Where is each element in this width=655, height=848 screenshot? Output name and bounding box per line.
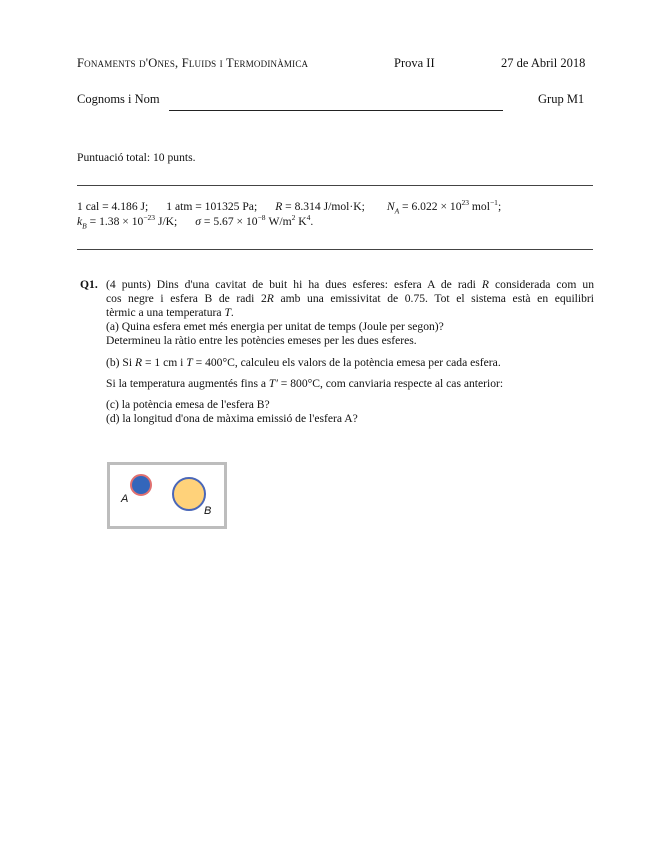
const-kB-exp: −23: [143, 213, 156, 223]
name-input-line[interactable]: [169, 110, 503, 111]
sym-R-q2: R: [266, 292, 274, 305]
spheres-figure: [107, 462, 227, 529]
part-a-line-2: Determineu la ràtio entre les potències emeses per les dues esferes.: [106, 334, 417, 347]
question-label: Q1.: [80, 278, 98, 291]
sphere-a-label: A: [121, 493, 129, 505]
q-b-a: (b) Si: [106, 356, 135, 369]
const-sigma-dot: .: [310, 215, 314, 228]
sym-k: k: [77, 215, 83, 228]
q-temp-a: Si la temperatura augmentés fins a: [106, 377, 269, 390]
const-R: = 8.314 J/mol·K;: [282, 200, 365, 213]
const-sigma: = 5.67 × 10: [201, 215, 258, 228]
constants-bottom-rule: [77, 249, 593, 250]
const-sigma-end-exp: 4: [306, 213, 311, 223]
temperature-change: [106, 377, 594, 391]
sphere-b: [173, 478, 205, 510]
const-NA-exp: 23: [461, 198, 470, 208]
const-sigma-exp: −8: [257, 213, 266, 223]
q-b-c: = 400°C, calculeu els valors de la potència emesa per cada esfera.: [192, 356, 501, 369]
course-title: Fonaments d'Ones, Fluids i Termodinàmica: [77, 56, 309, 70]
q-b-b: = 1 cm i: [142, 356, 187, 369]
q-temp-b: = 800°C, com canviaria respecte al cas anterior:: [277, 377, 504, 390]
q-text-3b: .: [230, 306, 234, 319]
const-NA-unit: mol: [469, 200, 490, 213]
sym-k-sub: B: [82, 221, 87, 231]
const-NA-end: ;: [497, 200, 502, 213]
sym-sigma: σ: [195, 215, 201, 228]
const-NA-unit-exp: −1: [489, 198, 498, 208]
constants-line-1: [77, 198, 502, 216]
q-text-1a: (4 punts) Dins d'una cavitat de buit hi ha dues esferes: esfera A de radi: [106, 278, 482, 291]
sym-R-q1: R: [481, 278, 489, 291]
const-atm: 1 atm = 101325 Pa;: [166, 200, 258, 213]
constants-top-rule: [77, 185, 593, 186]
const-sigma-unit-exp: 2: [291, 213, 296, 223]
name-label: Cognoms i Nom: [77, 92, 160, 106]
sym-R: R: [275, 200, 283, 213]
part-a-line-1: (a) Quina esfera emet més energia per unitat de temps (Joule per segon)?: [106, 320, 444, 333]
const-cal: 1 cal = 4.186 J;: [77, 200, 149, 213]
constants-line-2: [77, 213, 314, 231]
exam-name: Prova II: [394, 56, 435, 70]
const-NA: = 6.022 × 10: [399, 200, 462, 213]
part-d: (d) la longitud d'ona de màxima emissió de l'esfera A?: [106, 412, 358, 425]
q-text-1b: considerada com un: [488, 278, 595, 291]
const-kB-unit: J/K;: [155, 215, 178, 228]
sym-Tprime: T′: [268, 377, 278, 390]
sphere-a: [131, 475, 151, 495]
q-text-3a: tèrmic a una temperatura: [106, 306, 225, 319]
q-text-2a: cos negre i esfera B de radi 2: [106, 292, 267, 305]
exam-date: 27 de Abril 2018: [501, 56, 586, 70]
question-line-1: [106, 278, 594, 292]
q-text-2b: amb una emissivitat de 0.75. Tot el sistema està en equilibri: [273, 292, 594, 305]
sym-R-b: R: [134, 356, 143, 369]
sym-T-b: T: [186, 356, 193, 369]
sym-N-sub: A: [394, 206, 400, 216]
sym-T-q3: T: [224, 306, 231, 319]
const-sigma-unit: W/m: [265, 215, 292, 228]
question-line-3: [106, 306, 594, 320]
part-b: [106, 356, 594, 370]
total-score: Puntuació total: 10 punts.: [77, 151, 196, 164]
const-sigma-end: K: [295, 215, 307, 228]
sphere-b-label: B: [204, 505, 212, 517]
const-kB: = 1.38 × 10: [86, 215, 144, 228]
sym-N: N: [386, 200, 395, 213]
group-label: Grup M1: [538, 92, 585, 106]
question-line-2: [106, 292, 594, 306]
part-c: (c) la potència emesa de l'esfera B?: [106, 398, 270, 411]
